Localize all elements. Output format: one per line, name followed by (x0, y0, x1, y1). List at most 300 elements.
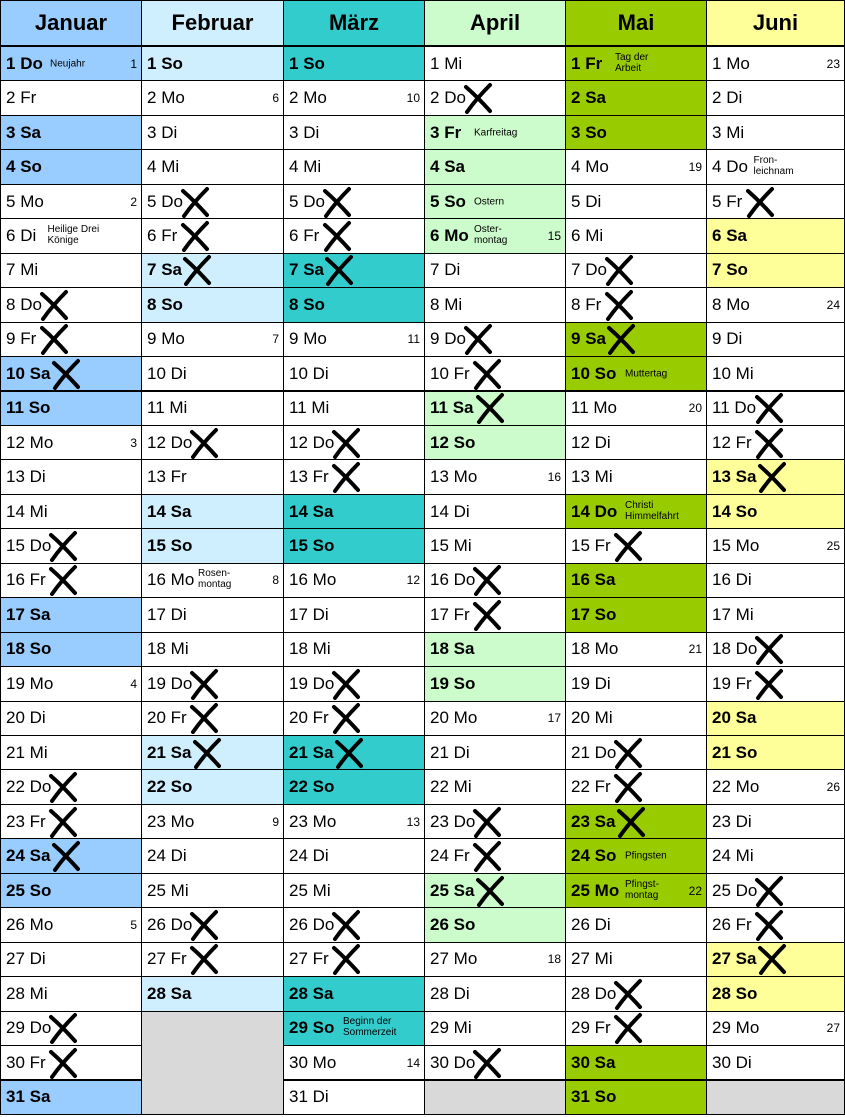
day-cell[interactable] (0, 873, 142, 908)
day-number: 13 (6, 467, 25, 487)
cross-mark-icon (744, 186, 776, 218)
day-cell[interactable] (706, 425, 845, 460)
day-cell[interactable] (0, 666, 142, 701)
day-label (147, 398, 187, 418)
day-label (289, 1018, 334, 1038)
day-cell[interactable] (283, 46, 425, 81)
day-label (6, 192, 44, 212)
day-number: 30 (430, 1052, 449, 1072)
day-label (712, 260, 748, 280)
weekday-label: So (161, 294, 183, 314)
day-cell[interactable] (141, 115, 284, 150)
day-number: 22 (430, 777, 449, 797)
day-cell[interactable] (424, 218, 566, 253)
day-label (571, 226, 603, 246)
weekday-label: Fr (585, 294, 602, 314)
day-cell[interactable] (141, 356, 284, 391)
day-cell[interactable] (141, 701, 284, 736)
day-cell[interactable] (706, 391, 845, 426)
day-cell[interactable] (424, 976, 566, 1011)
day-cell[interactable] (283, 769, 425, 804)
day-cell[interactable] (565, 391, 707, 426)
day-cell[interactable] (424, 149, 566, 184)
day-cell[interactable] (424, 769, 566, 804)
day-cell[interactable] (706, 184, 845, 219)
day-cell[interactable] (424, 701, 566, 736)
day-label (712, 708, 756, 728)
day-cell[interactable] (424, 1045, 566, 1080)
day-cell[interactable] (0, 322, 142, 357)
day-number: 7 (430, 260, 440, 280)
day-cell[interactable] (706, 356, 845, 391)
day-cell[interactable] (424, 287, 566, 322)
day-cell[interactable] (706, 701, 845, 736)
day-number: 19 (6, 673, 25, 693)
day-label (147, 226, 177, 246)
day-cell[interactable] (706, 287, 845, 322)
cross-mark-icon (753, 875, 785, 907)
weekday-label: Mo (20, 191, 44, 211)
day-cell[interactable] (0, 942, 142, 977)
day-cell[interactable] (424, 1011, 566, 1046)
day-cell[interactable] (0, 287, 142, 322)
day-number: 12 (147, 432, 166, 452)
day-cell[interactable] (283, 253, 425, 288)
weekday-label: Fr (20, 88, 37, 108)
cross-mark-icon (179, 186, 211, 218)
weekday-label: Sa (170, 742, 192, 762)
day-number: 23 (712, 811, 731, 831)
day-cell[interactable] (0, 1080, 142, 1115)
day-cell[interactable] (283, 115, 425, 150)
day-label (147, 467, 187, 487)
day-cell[interactable] (0, 735, 142, 770)
day-label (6, 88, 36, 108)
weekday-label: So (594, 604, 617, 624)
day-cell[interactable] (565, 253, 707, 288)
day-number: 28 (147, 983, 166, 1003)
day-cell[interactable] (141, 149, 284, 184)
day-cell[interactable] (706, 735, 845, 770)
day-cell[interactable] (283, 804, 425, 839)
day-cell[interactable] (706, 528, 845, 563)
day-cell[interactable] (283, 528, 425, 563)
day-cell[interactable] (565, 287, 707, 322)
day-cell[interactable] (141, 322, 284, 357)
day-cell[interactable] (424, 597, 566, 632)
day-cell[interactable] (565, 1080, 707, 1115)
day-label (430, 605, 470, 625)
day-number: 9 (6, 329, 16, 349)
day-number: 7 (712, 260, 722, 280)
day-cell[interactable] (141, 287, 284, 322)
day-cell[interactable] (706, 804, 845, 839)
day-cell[interactable] (424, 322, 566, 357)
day-number: 27 (289, 949, 308, 969)
day-cell[interactable] (706, 1011, 845, 1046)
day-label (289, 502, 333, 522)
day-cell[interactable] (283, 149, 425, 184)
day-number: 29 (430, 1018, 449, 1038)
day-cell[interactable] (565, 1045, 707, 1080)
day-number: 7 (6, 260, 16, 280)
day-number: 18 (6, 639, 25, 659)
weekday-label: Fr (594, 536, 611, 556)
day-label (6, 1053, 46, 1073)
day-label (571, 88, 606, 108)
day-label (712, 226, 747, 246)
day-cell[interactable] (283, 907, 425, 942)
week-number: 4 (130, 676, 137, 691)
weekday-label: Di (29, 708, 46, 728)
day-cell[interactable] (283, 632, 425, 667)
day-cell[interactable] (424, 356, 566, 391)
day-cell[interactable] (283, 976, 425, 1011)
day-cell[interactable] (706, 46, 845, 81)
day-cell[interactable] (424, 907, 566, 942)
day-cell[interactable] (0, 356, 142, 391)
day-cell[interactable] (283, 666, 425, 701)
day-label (712, 605, 754, 625)
day-cell[interactable] (565, 666, 707, 701)
day-cell[interactable] (283, 942, 425, 977)
day-cell[interactable] (141, 253, 284, 288)
day-number: 2 (6, 88, 16, 108)
day-cell[interactable] (141, 838, 284, 873)
cross-mark-icon (471, 564, 503, 596)
weekday-label: Mo (726, 53, 750, 73)
day-cell[interactable] (0, 425, 142, 460)
week-number: 6 (272, 91, 279, 106)
day-cell[interactable] (0, 459, 142, 494)
day-cell[interactable] (283, 287, 425, 322)
day-cell[interactable] (283, 1045, 425, 1080)
day-cell[interactable] (706, 769, 845, 804)
day-label (147, 54, 183, 74)
day-cell[interactable] (283, 563, 425, 598)
day-cell[interactable] (565, 597, 707, 632)
day-number: 3 (147, 122, 157, 142)
day-cell[interactable] (141, 391, 284, 426)
day-cell[interactable] (565, 80, 707, 115)
day-cell[interactable] (0, 149, 142, 184)
month-column-februar (141, 0, 284, 1117)
day-cell[interactable] (283, 218, 425, 253)
day-cell[interactable] (141, 563, 284, 598)
day-cell[interactable] (565, 528, 707, 563)
day-cell[interactable] (706, 873, 845, 908)
day-number: 26 (571, 914, 590, 934)
day-number: 3 (430, 122, 440, 142)
day-number: 23 (430, 811, 449, 831)
day-label (147, 708, 187, 728)
day-cell[interactable] (565, 632, 707, 667)
day-cell[interactable] (706, 563, 845, 598)
day-label (147, 123, 177, 143)
day-cell[interactable] (565, 459, 707, 494)
day-cell[interactable] (283, 322, 425, 357)
day-number: 20 (289, 708, 308, 728)
weekday-label: Di (303, 122, 320, 142)
day-cell[interactable] (283, 494, 425, 529)
day-cell[interactable] (565, 494, 707, 529)
day-label (289, 1053, 336, 1073)
day-cell[interactable] (141, 80, 284, 115)
day-cell[interactable] (0, 907, 142, 942)
day-number: 26 (430, 914, 449, 934)
day-cell[interactable] (0, 218, 142, 253)
day-label (289, 536, 334, 556)
day-label (147, 295, 183, 315)
day-cell[interactable] (0, 46, 142, 81)
day-cell[interactable] (565, 356, 707, 391)
weekday-label: So (453, 914, 476, 934)
day-cell[interactable] (424, 666, 566, 701)
day-cell[interactable] (424, 528, 566, 563)
day-cell[interactable] (283, 80, 425, 115)
cross-mark-icon (612, 737, 644, 769)
day-cell[interactable] (141, 735, 284, 770)
day-cell[interactable] (424, 391, 566, 426)
day-label (6, 1018, 51, 1038)
day-cell[interactable] (565, 735, 707, 770)
day-label (6, 260, 38, 280)
day-cell[interactable] (424, 184, 566, 219)
day-cell[interactable] (283, 873, 425, 908)
day-cell[interactable] (424, 942, 566, 977)
day-number: 5 (6, 191, 16, 211)
day-cell[interactable] (706, 942, 845, 977)
day-cell[interactable] (424, 425, 566, 460)
weekday-label: Di (312, 1087, 329, 1107)
day-cell[interactable] (706, 632, 845, 667)
cross-mark-icon (333, 737, 365, 769)
cross-mark-icon (323, 254, 355, 286)
day-cell[interactable] (141, 218, 284, 253)
day-cell[interactable] (424, 80, 566, 115)
day-cell[interactable] (565, 769, 707, 804)
day-cell[interactable] (141, 976, 284, 1011)
day-cell[interactable] (283, 459, 425, 494)
day-cell[interactable] (0, 184, 142, 219)
day-cell[interactable] (706, 80, 845, 115)
day-cell[interactable] (0, 80, 142, 115)
day-cell[interactable] (0, 115, 142, 150)
day-cell[interactable] (283, 1080, 425, 1115)
weekday-label: Do (312, 914, 335, 934)
day-cell[interactable] (706, 597, 845, 632)
day-cell[interactable] (424, 46, 566, 81)
day-cell[interactable] (0, 1045, 142, 1080)
day-cell[interactable] (565, 149, 707, 184)
weekday-label: Mo (594, 880, 620, 900)
day-cell[interactable] (283, 597, 425, 632)
day-cell[interactable] (565, 563, 707, 598)
day-cell[interactable] (283, 701, 425, 736)
day-cell[interactable] (0, 701, 142, 736)
day-cell[interactable] (0, 597, 142, 632)
day-cell[interactable] (141, 873, 284, 908)
day-cell[interactable] (424, 253, 566, 288)
day-number: 10 (430, 363, 449, 383)
day-cell[interactable] (565, 425, 707, 460)
day-cell[interactable] (283, 391, 425, 426)
day-cell[interactable] (141, 666, 284, 701)
day-number: 18 (430, 639, 449, 659)
day-cell[interactable] (141, 459, 284, 494)
day-number: 27 (6, 949, 25, 969)
cross-mark-icon (330, 943, 362, 975)
weekday-label: So (735, 742, 758, 762)
day-number: 23 (289, 811, 308, 831)
day-cell[interactable] (0, 528, 142, 563)
day-cell[interactable] (706, 907, 845, 942)
day-cell[interactable] (283, 425, 425, 460)
month-column-juni (706, 0, 845, 1117)
day-cell[interactable] (565, 804, 707, 839)
day-number: 2 (571, 88, 581, 108)
day-cell[interactable] (565, 873, 707, 908)
day-number: 2 (430, 88, 440, 108)
day-cell[interactable] (141, 632, 284, 667)
day-cell[interactable] (565, 46, 707, 81)
cross-mark-icon (756, 461, 788, 493)
day-cell[interactable] (424, 494, 566, 529)
day-label (571, 54, 602, 74)
day-cell[interactable] (141, 907, 284, 942)
day-label (571, 743, 616, 763)
day-cell[interactable] (141, 528, 284, 563)
day-cell[interactable] (0, 1011, 142, 1046)
day-cell[interactable] (283, 184, 425, 219)
day-number: 17 (289, 604, 308, 624)
day-cell[interactable] (565, 184, 707, 219)
holiday-note: Oster- montag (474, 223, 508, 246)
day-cell[interactable] (424, 735, 566, 770)
day-cell[interactable] (424, 459, 566, 494)
day-cell[interactable] (706, 838, 845, 873)
day-cell[interactable] (565, 218, 707, 253)
day-cell[interactable] (283, 356, 425, 391)
day-cell[interactable] (424, 563, 566, 598)
day-cell[interactable] (141, 942, 284, 977)
holiday-note: Beginn der Sommerzeit (343, 1016, 397, 1039)
day-cell[interactable] (0, 804, 142, 839)
day-cell[interactable] (706, 115, 845, 150)
day-cell[interactable] (565, 942, 707, 977)
weekday-label: Do (453, 1052, 476, 1072)
day-cell[interactable] (706, 459, 845, 494)
day-number: 8 (571, 294, 581, 314)
day-label (571, 157, 609, 177)
day-number: 21 (712, 742, 731, 762)
cross-mark-icon (188, 909, 220, 941)
day-cell[interactable] (141, 769, 284, 804)
day-cell[interactable] (141, 804, 284, 839)
weekday-label: Sa (726, 225, 747, 245)
day-number: 11 (6, 398, 24, 418)
day-number: 17 (430, 604, 449, 624)
weekday-label: Sa (29, 846, 51, 866)
weekday-label: Di (453, 983, 470, 1003)
day-cell[interactable] (565, 1011, 707, 1046)
day-cell[interactable] (141, 46, 284, 81)
day-cell[interactable] (141, 494, 284, 529)
day-cell[interactable] (0, 253, 142, 288)
day-cell[interactable] (283, 838, 425, 873)
weekday-label: Mo (453, 949, 478, 969)
day-cell[interactable] (565, 322, 707, 357)
day-number: 11 (430, 398, 448, 418)
day-cell[interactable] (565, 976, 707, 1011)
day-label (712, 846, 754, 866)
day-cell[interactable] (706, 494, 845, 529)
day-cell[interactable] (424, 838, 566, 873)
cross-mark-icon (47, 1047, 79, 1079)
day-cell[interactable] (0, 976, 142, 1011)
day-label (712, 502, 757, 522)
day-number: 13 (571, 467, 590, 487)
day-cell[interactable] (706, 666, 845, 701)
day-number: 31 (289, 1087, 308, 1107)
day-cell[interactable] (0, 769, 142, 804)
weekday-label: Mi (585, 225, 604, 245)
day-cell[interactable] (565, 115, 707, 150)
day-cell[interactable] (141, 425, 284, 460)
day-number: 23 (6, 811, 25, 831)
day-cell[interactable] (706, 253, 845, 288)
day-cell[interactable] (424, 115, 566, 150)
day-cell[interactable] (706, 1045, 845, 1080)
day-cell[interactable] (565, 838, 707, 873)
weekday-label: Mo (29, 673, 54, 693)
day-cell[interactable] (283, 1011, 425, 1046)
weekday-label: So (29, 639, 52, 659)
cross-mark-icon (462, 82, 494, 114)
weekday-label: Do (594, 983, 617, 1003)
day-cell[interactable] (0, 391, 142, 426)
day-cell[interactable] (141, 184, 284, 219)
day-cell[interactable] (424, 632, 566, 667)
holiday-note: Fron- leichnam (753, 154, 794, 177)
day-cell[interactable] (0, 838, 142, 873)
day-cell[interactable] (565, 907, 707, 942)
day-number: 31 (6, 1087, 25, 1107)
day-cell[interactable] (283, 735, 425, 770)
day-cell[interactable] (0, 632, 142, 667)
day-cell[interactable] (141, 597, 284, 632)
weekday-label: Mi (735, 363, 754, 383)
day-cell[interactable] (565, 701, 707, 736)
day-cell[interactable] (424, 873, 566, 908)
day-number: 12 (712, 432, 731, 452)
day-cell[interactable] (706, 149, 845, 184)
cross-mark-icon (474, 875, 506, 907)
day-cell[interactable] (424, 804, 566, 839)
weekday-label: Di (312, 604, 329, 624)
holiday-note: Muttertag (625, 368, 668, 380)
day-cell[interactable] (0, 494, 142, 529)
day-label (6, 605, 50, 625)
weekday-label: Di (594, 432, 611, 452)
day-cell[interactable] (706, 976, 845, 1011)
day-cell[interactable] (706, 218, 845, 253)
day-cell[interactable] (706, 322, 845, 357)
day-label (430, 846, 470, 866)
day-number: 19 (571, 673, 590, 693)
weekday-label: Do (312, 432, 335, 452)
day-cell[interactable] (0, 563, 142, 598)
